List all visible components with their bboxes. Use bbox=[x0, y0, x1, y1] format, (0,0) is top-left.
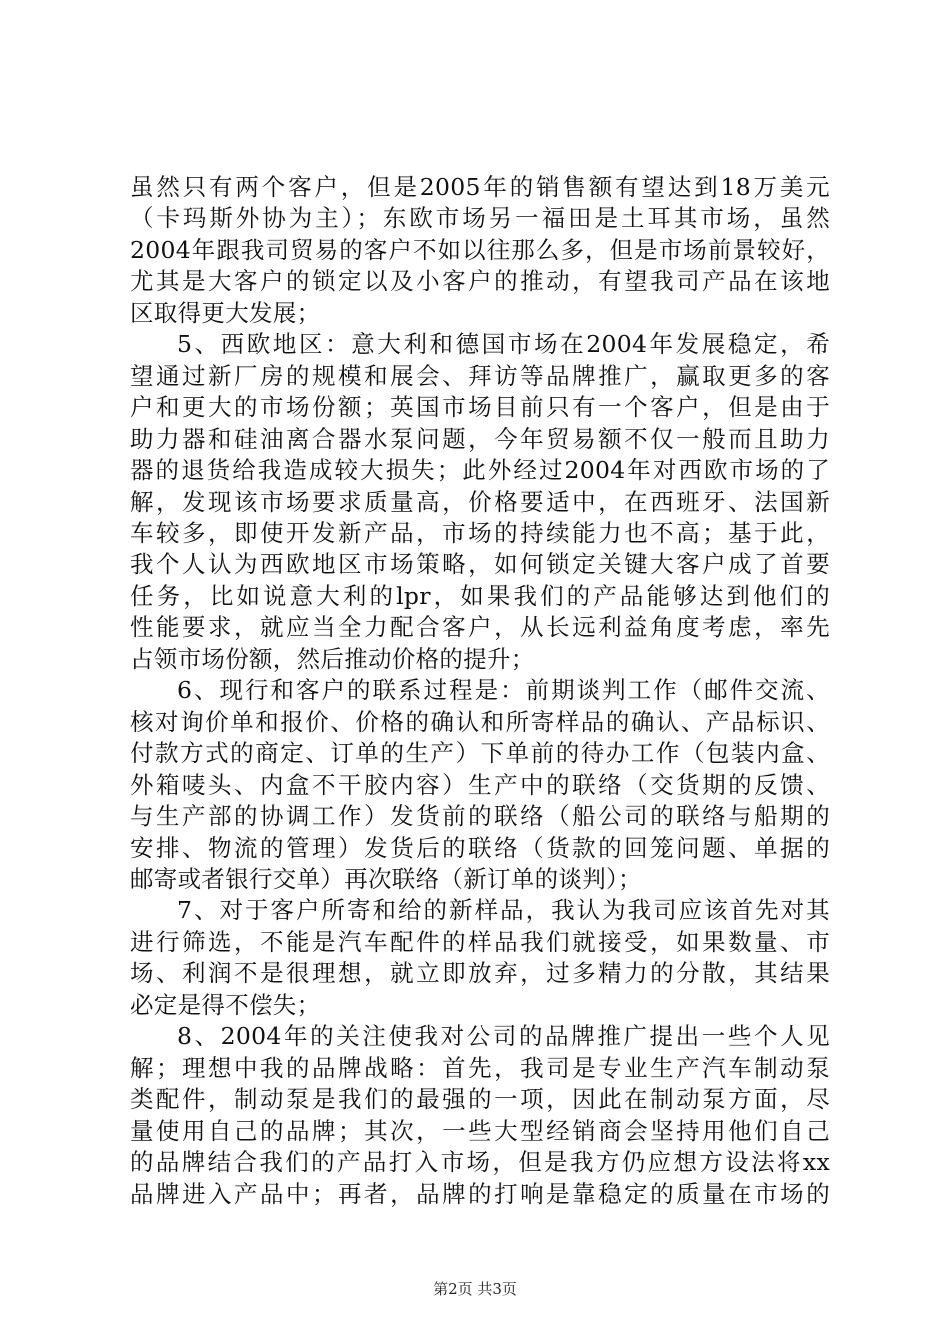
text-line: 望通过新厂房的规模和展会、拜访等品牌推广，赢取更多的客 bbox=[130, 361, 830, 390]
text-line: 区取得更大发展； bbox=[130, 298, 321, 327]
text-line: 车较多，即使开发新产品，市场的持续能力也不高；基于此， bbox=[130, 518, 830, 547]
text-line: 进行筛选，不能是汽车配件的样品我们就接受，如果数量、市 bbox=[130, 927, 830, 956]
text-line: （卡玛斯外协为主）；东欧市场另一福田是土耳其市场，虽然 bbox=[130, 204, 830, 233]
text-line: 8、2004年的关注使我对公司的品牌推广提出一些个人见 bbox=[177, 1022, 830, 1051]
text-line: 5、西欧地区：意大利和德国市场在2004年发展稳定，希 bbox=[177, 330, 830, 359]
text-line: 的品牌结合我们的产品打入市场，但是我方仍应想方设法将xx bbox=[130, 1148, 830, 1177]
page-footer: 第2页 共3页 bbox=[433, 1280, 517, 1298]
text-line: 类配件，制动泵是我们的最强的一项，因此在制动泵方面，尽 bbox=[130, 1085, 830, 1114]
text-line: 占领市场份额，然后推动价格的提升； bbox=[130, 644, 535, 673]
text-line: 我个人认为西欧地区市场策略，如何锁定关键大客户成了首要 bbox=[130, 550, 830, 579]
text-line: 外箱唛头、内盒不干胶内容）生产中的联络（交货期的反馈、 bbox=[130, 770, 830, 799]
text-line: 任务，比如说意大利的lpr，如果我们的产品能够达到他们的 bbox=[130, 581, 830, 610]
text-line: 场、利润不是很理想，就立即放弃，过多精力的分散，其结果 bbox=[130, 959, 830, 988]
text-line: 付款方式的商定、订单的生产）下单前的待办工作（包装内盒、 bbox=[130, 739, 830, 768]
text-line: 核对询价单和报价、价格的确认和所寄样品的确认、产品标识、 bbox=[130, 707, 830, 736]
text-line: 性能要求，就应当全力配合客户，从长远利益角度考虑，率先 bbox=[130, 613, 830, 642]
text-line: 必定是得不偿失； bbox=[130, 990, 321, 1019]
text-line: 6、现行和客户的联系过程是：前期谈判工作（邮件交流、 bbox=[177, 676, 830, 705]
text-line: 虽然只有两个客户，但是2005年的销售额有望达到18万美元 bbox=[130, 173, 830, 201]
text-line: 邮寄或者银行交单）再次联络（新订单的谈判）； bbox=[130, 864, 642, 893]
text-line: 器的退货给我造成较大损失；此外经过2004年对西欧市场的了 bbox=[130, 456, 830, 485]
body-text bbox=[130, 172, 830, 1210]
text-line: 2004年跟我司贸易的客户不如以往那么多，但是市场前景较好， bbox=[130, 235, 830, 264]
text-line: 7、对于客户所寄和给的新样品，我认为我司应该首先对其 bbox=[177, 896, 830, 925]
text-line: 量使用自己的品牌；其次，一些大型经销商会坚持用他们自己 bbox=[130, 1116, 830, 1145]
text-line: 与生产部的协调工作）发货前的联络（船公司的联络与船期的 bbox=[130, 802, 830, 831]
text-line: 品牌进入产品中；再者，品牌的打响是靠稳定的质量在市场的 bbox=[130, 1179, 830, 1208]
text-line: 户和更大的市场份额；英国市场目前只有一个客户，但是由于 bbox=[130, 393, 830, 422]
text-line: 安排、物流的管理）发货后的联络（货款的回笼问题、单据的 bbox=[130, 833, 830, 862]
text-line: 助力器和硅油离合器水泵问题，今年贸易额不仅一般而且助力 bbox=[130, 424, 830, 453]
text-line: 尤其是大客户的锁定以及小客户的推动，有望我司产品在该地 bbox=[130, 267, 830, 296]
text-line: 解；理想中我的品牌战略：首先，我司是专业生产汽车制动泵 bbox=[130, 1053, 830, 1082]
text-line: 解，发现该市场要求质量高，价格要适中，在西班牙、法国新 bbox=[130, 487, 830, 516]
